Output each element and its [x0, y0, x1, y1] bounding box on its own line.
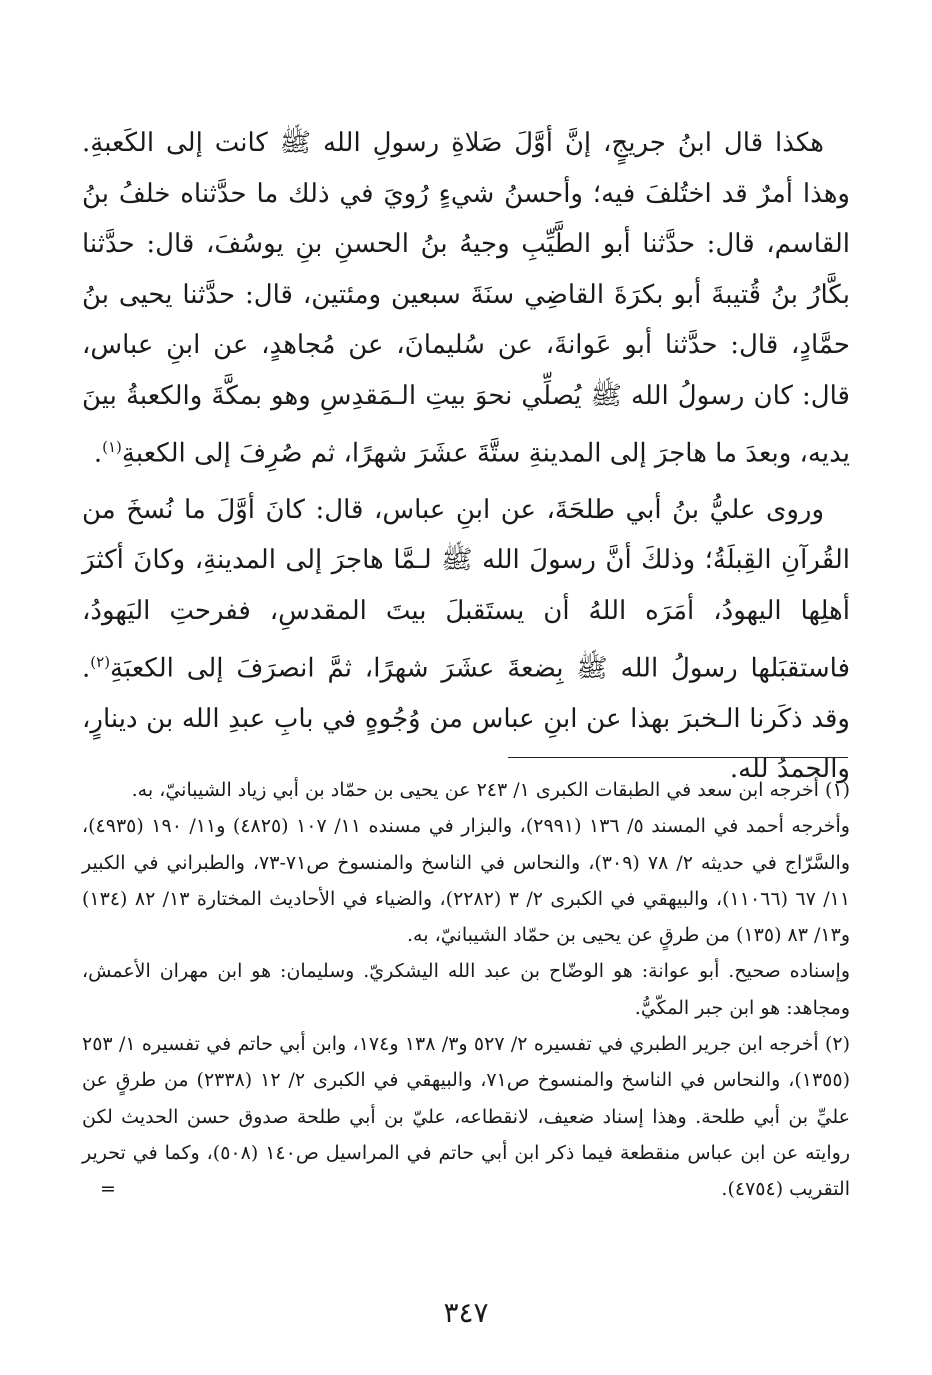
footnote-ref-2[interactable]: (٢)	[90, 652, 111, 671]
paragraph-2-end: . وقد ذكَرنا الـخبرَ بهذا عن ابنِ عباس من وُجُوهٍ في بابِ عبدِ الله بن دينارٍ، والحمدُ لله.	[82, 653, 850, 785]
paragraph-1-end: .	[93, 438, 103, 469]
footnote-1-isnad: وإسناده صحيح. أبو عوانة: هو الوضّاح بن عبد الله اليشكريّ. وسليمان: هو ابن مهران الأعمش، ومجاهد: هو ابن جبر المكّيُّ.	[82, 960, 850, 1019]
continuation-mark: =	[100, 1178, 116, 1201]
footnote-1-sources: وأخرجه أحمد في المسند ٥/ ١٣٦ (٢٩٩١)، والبزار في مسنده ١١/ ١٠٧ (٤٨٢٥) و١١/ ١٩٠ (٤٩٣٥)، والسَّرّاج في حديثه ٢/ ٧٨ (٣٠٩)، والنحاس في الناسخ والمنسوخ ص٧١-٧٣، والطبراني في الكبير ١١/ ٦٧ (١١٠٦٦)، والبيهقي في الكبرى ٢/ ٣ (٢٢٨٢)، والضياء في الأحاديث المختارة ١٣/ ٨٢ (١٣٤) و١٣/ ٨٣ (١٣٥) من طرقٍ عن يحيى بن حمّاد الشيبانيّ، به.	[82, 815, 851, 947]
footnote-1-number: (١)	[824, 779, 850, 801]
footnotes	[82, 772, 850, 1208]
main-text	[82, 118, 850, 795]
page-number: ٣٤٧	[443, 1296, 489, 1329]
paragraph-1-text: هكذا قال ابنُ جريجٍ، إنَّ أوَّلَ صَلاةِ رسولِ الله ﷺ كانت إلى الكَعبةِ. وهذا أمرٌ قد اختُلفَ فيه؛ وأحسنُ شيءٍ رُويَ في ذلك ما حدَّثناه خلفُ بنُ القاسم، قال: حدَّثنا أبو الطَّيِّبِ وجيهُ بنُ الحسنِ بنِ يوسُفَ، قال: حدَّثنا بكَّارُ بنُ قُتيبةَ أبو بكرَةَ القاضِي سنَةَ سبعين ومئتين، قال: حدَّثنا يحيى بنُ حمَّادٍ، قال: حدَّثنا أبو عَوانةَ، عن سُليمانَ، عن مُجاهدٍ، عن ابنِ عباس، قال: كان رسولُ الله ﷺ يُصلِّي نحوَ بيتِ الـمَقدِسِ وهو بمكَّةَ والكعبةُ بينَ يديه، وبعدَ ما هاجرَ إلى المدينةِ ستَّةَ عشَرَ شهرًا، ثم صُرِفَ إلى الكعبةِ	[82, 128, 850, 469]
footnote-1	[82, 772, 850, 808]
footnote-1-text: أخرجه ابن سعد في الطبقات الكبرى ١/ ٢٤٣ عن يحيى بن حمّاد بن أبي زياد الشيبانيّ، به.	[131, 779, 819, 801]
paragraph-2	[82, 485, 850, 795]
footnote-divider	[508, 757, 848, 758]
footnote-2	[82, 1026, 850, 1207]
footnote-ref-1[interactable]: (١)	[102, 437, 122, 456]
footnote-2-number: (٢)	[824, 1033, 850, 1056]
paragraph-1	[82, 118, 850, 479]
paragraph-2-text: وروى عليُّ بنُ أبي طلحَةَ، عن ابنِ عباس، قال: كانَ أوَّلَ ما نُسخَ من القُرآنِ القِبلَةُ؛ وذلكَ أنَّ رسولَ الله ﷺ لـمَّا هاجرَ إلى المدينةِ، وكانَ أكثرَ أهلِها اليهودُ، أمَرَه اللهُ أن يستَقبلَ بيتَ المقدسِ، ففرحتِ اليَهودُ، فاستقبَلها رسولُ الله ﷺ بِضعةَ عشَرَ شهرًا، ثمَّ انصرَفَ إلى الكعبَةِ	[82, 494, 850, 684]
footnote-2-text: أخرجه ابن جرير الطبري في تفسيره ٢/ ٥٢٧ و٣/ ١٣٨ و١٧٤، وابن أبي حاتم في تفسيره ١/ ٢٥٣ (١٣٥٥)، والنحاس في الناسخ والمنسوخ ص٧١، والبيهقي في الكبرى ٢/ ١٢ (٢٣٣٨) من طرقٍ عن عليِّ بن أبي طلحة. وهذا إسناد ضعيف، لانقطاعه، عليّ بن أبي طلحة صدوق حسن الحديث لكن روايته عن ابن عباس منقطعة فيما ذكر ابن أبي حاتم في المراسيل ص١٤٠ (٥٠٨)، وكما في تحرير التقريب (٤٧٥٤).	[82, 1033, 851, 1201]
